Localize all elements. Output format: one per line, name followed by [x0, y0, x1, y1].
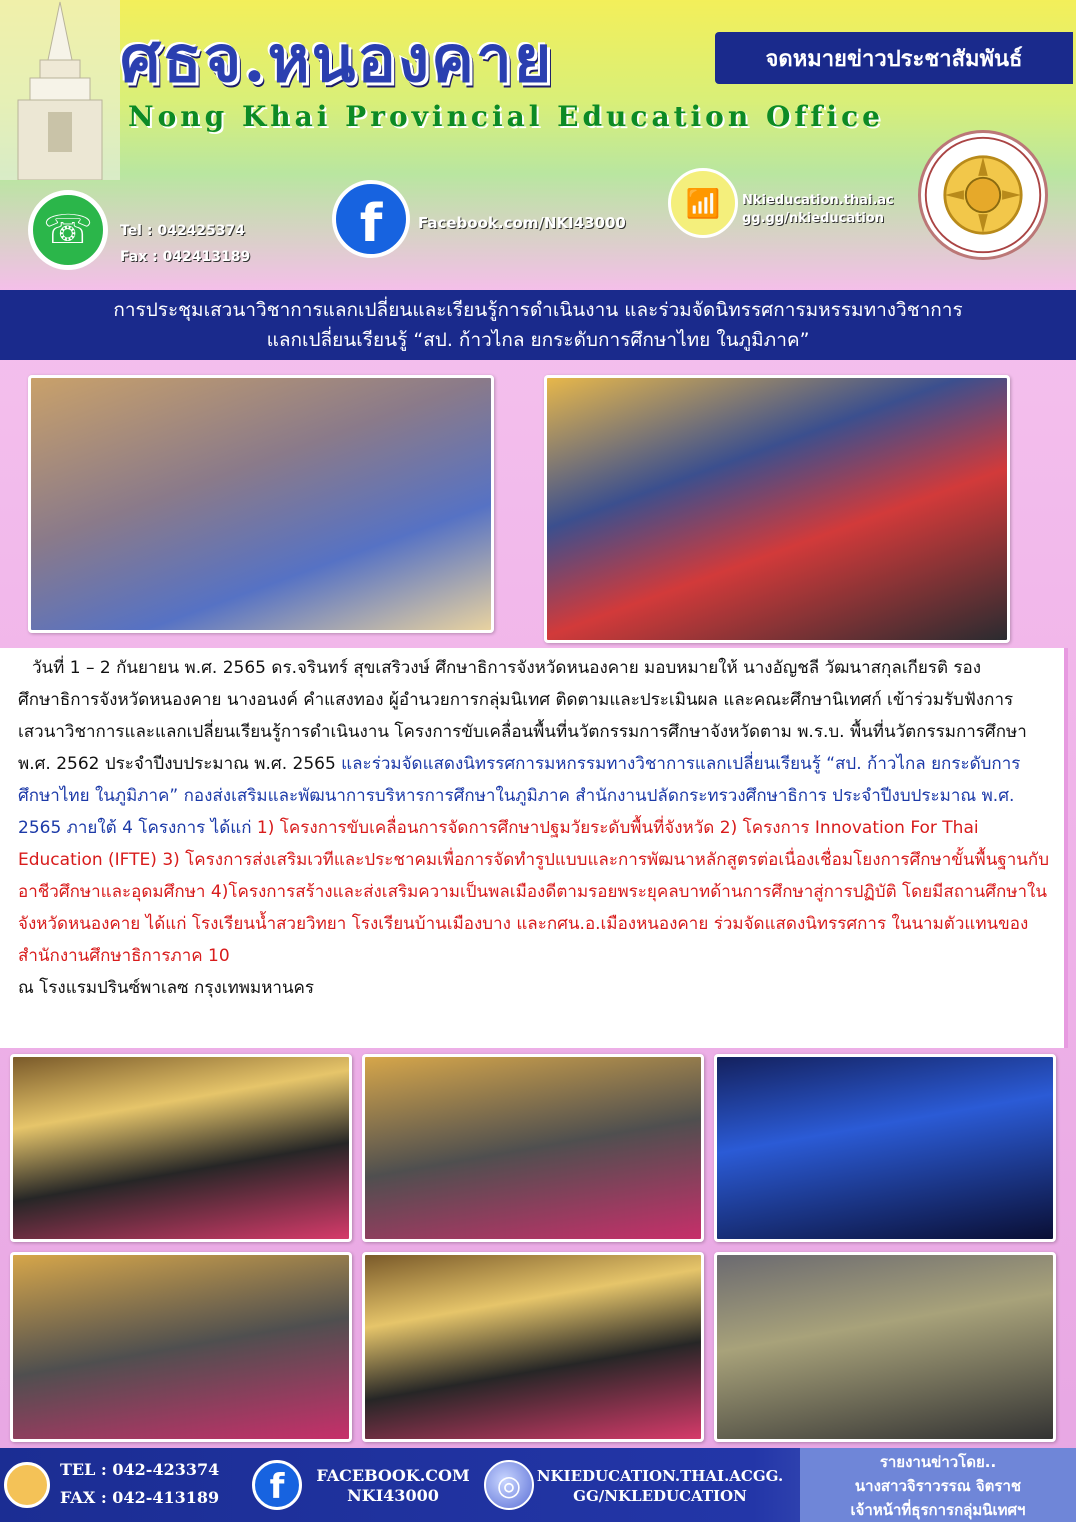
- body-text-blue: และร่วมจัดแสดงนิทรรศการมหกรรมทางวิชาการแลกเปลี่ยนเรียนรู้ “สป. ก้าวไกล ยกระดับการศึกษาไทย ในภูมิภาค” กองส่งเสริมและพัฒนาการบริหารการศึกษาในภูมิภาค สำนักงานปลัดกระทรวงศึกษาธิการ ประจำปีงบประมาณ พ.ศ. 2565 ภายใต้ 4 โครงการ ได้แก่: [18, 754, 1021, 838]
- footer-web-line2: GG/NKLEDUCATION: [573, 1487, 747, 1505]
- header-contact: [120, 218, 320, 268]
- news-body: [0, 648, 1068, 1048]
- news-title-line1: การประชุมเสวนาวิชาการแลกเปลี่ยนและเรียนรู้การดำเนินงาน และร่วมจัดนิทรรศการมหรรมทางวิชาการ: [113, 299, 963, 321]
- news-title: [0, 290, 1076, 360]
- header-english-name: Nong Khai Provincial Education Office: [128, 100, 884, 133]
- photo-exhibition-booth-4: [362, 1252, 704, 1442]
- wifi-router-icon: 📶: [668, 168, 738, 238]
- header-banner: [0, 0, 1076, 290]
- photo-visitors-booth: [714, 1252, 1056, 1442]
- header-subtitle: จดหมายข่าวประชาสัมพันธ์: [715, 32, 1073, 84]
- footer: [0, 1448, 1076, 1522]
- seal-emblem-icon: [918, 130, 1048, 260]
- reporter-line3: เจ้าหน้าที่ธุรการกลุ่มนิเทศฯ: [850, 1501, 1026, 1519]
- footer-website-link[interactable]: [530, 1466, 790, 1510]
- header-fax: Fax : 042413189: [120, 249, 251, 265]
- photo-stage-group: [714, 1054, 1056, 1242]
- body-text-black: วันที่ 1 – 2 กันยายน พ.ศ. 2565 ดร.จรินทร์ สุขเสริวงษ์ ศึกษาธิการจังหวัดหนองคาย มอบหมายให้ นางอัญชลี วัฒนาสกุลเกียรติ รองศึกษาธิการจังหวัดหนองคาย นางอนงค์ คำแสงทอง ผู้อำนวยการกลุ่มนิเทศ ติดตามและประเมินผล และคณะศึกษานิเทศก์ เข้าร่วมรับฟังการเสวนาวิชาการและแลกเปลี่ยนเรียนรู้การดำเนินงาน โครงการขับเคลื่อนพื้นที่นวัตกรรมการศึกษาจังหวัดตาม พ.ร.บ. พื้นที่นวัตกรรมการศึกษา พ.ศ. 2562 ประจำปีงบประมาณ พ.ศ. 2565: [18, 658, 1027, 774]
- photo-exhibition-booth-1: [10, 1054, 352, 1242]
- footer-facebook-line2: NKI43000: [347, 1486, 439, 1505]
- header-title: ศธจ.หนองคาย: [120, 22, 554, 97]
- footer-facebook-icon[interactable]: f: [252, 1460, 302, 1510]
- footer-web-line1: NKIEDUCATION.THAI.ACGG.: [536, 1467, 784, 1485]
- footer-facebook-line1: FACEBOOK.COM: [316, 1466, 470, 1485]
- header-website-line2: gg.gg/nkieducation: [742, 211, 884, 226]
- photo-exhibition-booth-3: [10, 1252, 352, 1442]
- header-tel: Tel : 042425374: [120, 223, 246, 239]
- body-text-red: 1) โครงการขับเคลื่อนการจัดการศึกษาปฐมวัยระดับพื้นที่จังหวัด 2) โครงการ Innovation For Thai Education (IFTE) 3) โครงการส่งเสริมเวทีและประชาคมเพื่อการจัดทำรูปแบบและการพัฒนาหลักสูตรต่อเนื่องเชื่อมโยงการศึกษาขั้นพื้นฐานกับอาชีวศึกษาและอุดมศึกษา 4)โครงการสร้างและส่งเสริมความเป็นพลเมืองดีตามรอยพระยุคลบาทด้านการศึกษาสู่การปฏิบัติ โดยมีสถานศึกษาในจังหวัดหนองคาย ได้แก่ โรงเรียนน้ำสวยวิทยา โรงเรียนบ้านเมืองบาง และกศน.อ.เมืองหนองคาย ร่วมจัดแสดงนิทรรศการ ในนามตัวแทนของ สำนักงานศึกษาธิการภาค 10: [18, 818, 1049, 966]
- footer-contact: [60, 1456, 250, 1516]
- footer-tel: TEL : 042-423374: [60, 1460, 220, 1479]
- header-website-line1: Nkieducation.thai.ac: [742, 193, 894, 208]
- avatar-icon: [4, 1462, 50, 1508]
- footer-facebook-link[interactable]: [308, 1466, 478, 1510]
- photo-group-thumbs-up: [544, 375, 1010, 643]
- phone-icon: ☏: [28, 190, 108, 270]
- tower-emblem-icon: [0, 0, 120, 180]
- header-website[interactable]: [742, 192, 912, 232]
- reporter-line2: นางสาวจิราวรรณ จิตราช: [854, 1477, 1022, 1495]
- news-body-paragraph: [18, 652, 1052, 972]
- photo-seminar-audience: [28, 375, 494, 633]
- footer-fax: FAX : 042-413189: [60, 1488, 220, 1507]
- news-title-line2: แลกเปลี่ยนเรียนรู้ “สป. ก้าวไกล ยกระดับการศึกษาไทย ในภูมิภาค”: [266, 329, 810, 351]
- reporter-line1: รายงานข่าวโดย..: [879, 1453, 997, 1471]
- photo-exhibition-booth-2: [362, 1054, 704, 1242]
- facebook-icon[interactable]: f: [332, 180, 410, 258]
- body-text-venue: ณ โรงแรมปรินซ์พาเลซ กรุงเทพมหานคร: [18, 978, 315, 998]
- header-facebook-link[interactable]: Facebook.com/NKI43000: [418, 214, 626, 232]
- globe-icon: ◎: [484, 1460, 534, 1510]
- reporter-credit: [800, 1448, 1076, 1522]
